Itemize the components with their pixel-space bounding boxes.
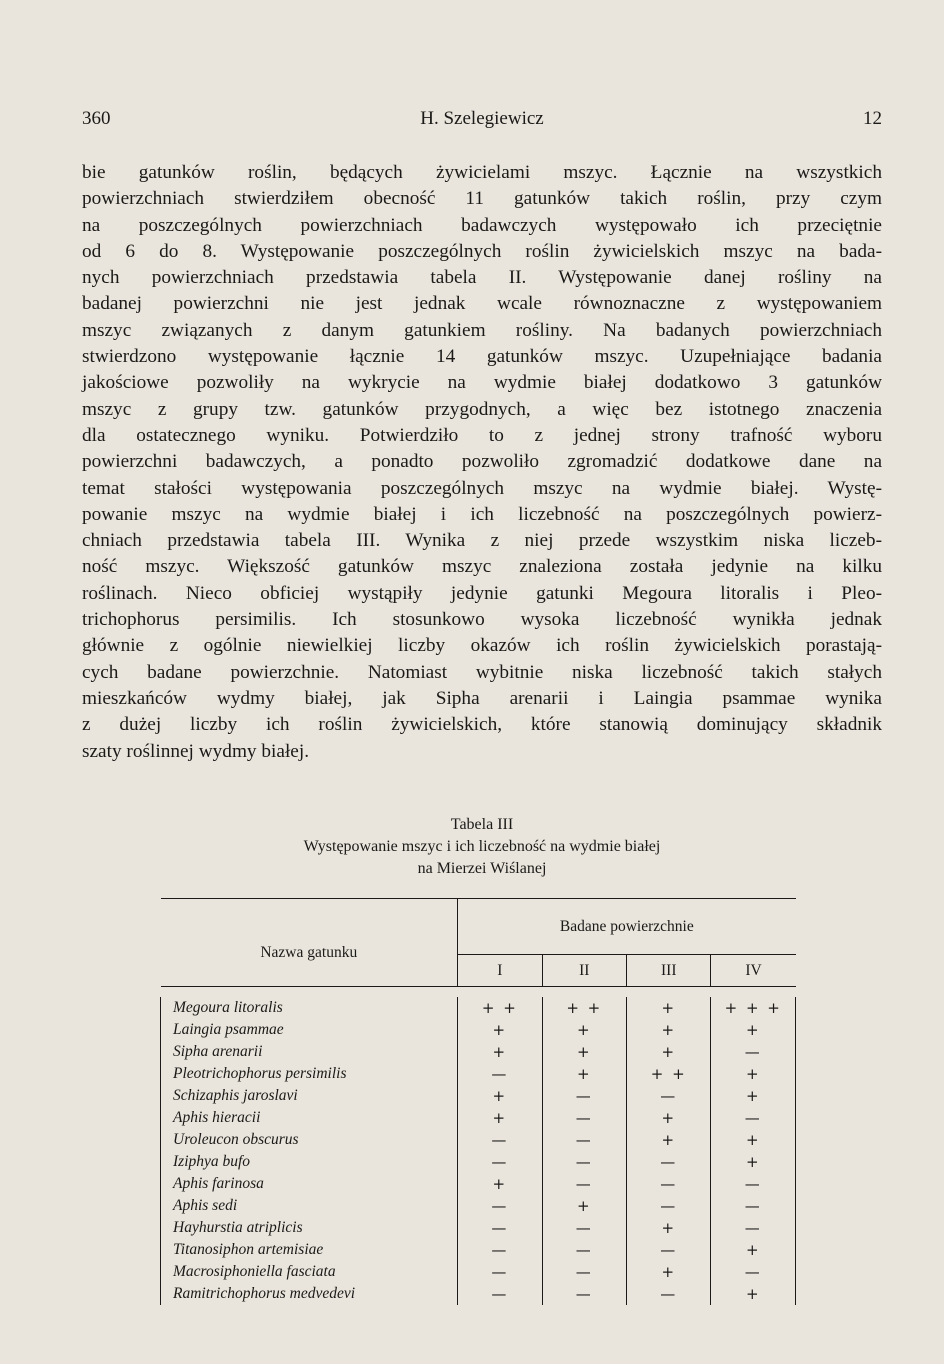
table-caption-line-2: na Mierzei Wiślanej: [417, 860, 547, 877]
abundance-value: +: [542, 1019, 626, 1041]
paragraph-line: powierzchni badawczych, a ponadto pozwoliło zgromadzić dodatkowe dane na: [82, 451, 882, 473]
abundance-value: —: [491, 1064, 509, 1083]
species-name: Ramitrichophorus medvedevi: [161, 1283, 458, 1305]
abundance-value: +: [492, 1174, 508, 1193]
table-caption-line-1: Występowanie mszyc i ich liczebność na wydmie białej: [303, 838, 661, 855]
abundance-value: —: [542, 1173, 626, 1195]
abundance-value: —: [711, 1107, 796, 1129]
plot-column-header: III: [627, 955, 711, 987]
page-number: 360: [82, 108, 111, 129]
abundance-value: —: [542, 1283, 626, 1305]
abundance-value: +: [542, 1063, 626, 1085]
species-name: Megoura litoralis: [161, 997, 458, 1019]
species-name: Hayhurstia atriplicis: [161, 1217, 458, 1239]
body-paragraph: [82, 160, 882, 765]
abundance-value: + + +: [711, 997, 796, 1019]
plots-group-header: Badane powierzchnie: [458, 899, 796, 955]
abundance-value: —: [542, 1151, 626, 1173]
abundance-value: —: [491, 1284, 509, 1303]
species-name: Aphis farinosa: [161, 1173, 458, 1195]
paragraph-line: chniach przedstawia tabela III. Wynika z niej przede wszystkim niska liczeb-: [82, 530, 882, 552]
paragraph-line: szaty roślinnej wydmy białej.: [82, 740, 310, 762]
abundance-value: —: [542, 1217, 626, 1239]
paragraph-line: stwierdzono występowanie łącznie 14 gatunków mszyc. Uzupełniające badania: [82, 346, 882, 368]
species-name: Laingia psammae: [161, 1019, 458, 1041]
abundance-value: +: [492, 1086, 508, 1105]
species-name: Sipha arenarii: [161, 1041, 458, 1063]
abundance-value: +: [711, 1239, 796, 1261]
table-row: [161, 1041, 796, 1063]
abundance-value: —: [627, 1173, 711, 1195]
table-row: [161, 1261, 796, 1283]
abundance-value: +: [711, 1085, 796, 1107]
species-name: Titanosiphon artemisiae: [161, 1239, 458, 1261]
species-name: Aphis hieracii: [161, 1107, 458, 1129]
table-row: [161, 1173, 796, 1195]
section-number: 12: [863, 108, 882, 129]
table-row: [161, 1085, 796, 1107]
paragraph-line: ność mszyc. Większość gatunków mszyc znaleziona została jedynie na kilku: [82, 556, 882, 578]
plot-column-header: IV: [711, 955, 796, 987]
paragraph-line: powanie mszyc na wydmie białej i ich liczebność na poszczególnych powierz-: [82, 503, 882, 525]
abundance-value: +: [492, 1042, 508, 1061]
table-row: [161, 1063, 796, 1085]
abundance-value: —: [542, 1239, 626, 1261]
abundance-value: +: [627, 1041, 711, 1063]
paragraph-line: temat stałości występowania poszczególnych mszyc na wydmie białej. Wystę-: [82, 477, 882, 499]
abundance-value: +: [627, 1217, 711, 1239]
table-label: Tabela III: [450, 816, 514, 833]
table-body: [161, 997, 796, 1305]
species-name: Macrosiphoniella fasciata: [161, 1261, 458, 1283]
species-name: Iziphya bufo: [161, 1151, 458, 1173]
abundance-value: +: [627, 997, 711, 1019]
table-row: [161, 1283, 796, 1305]
paragraph-line: mszyc z grupy tzw. gatunków przygodnych, a więc bez istotnego znaczenia: [82, 398, 882, 420]
abundance-value: —: [711, 1041, 796, 1063]
abundance-value: —: [627, 1239, 711, 1261]
author-name: H. Szelegiewicz: [420, 108, 544, 129]
paragraph-line: od 6 do 8. Występowanie poszczególnych roślin żywicielskich mszyc na bada-: [82, 240, 882, 262]
paragraph-line: trichophorus persimilis. Ich stosunkowo wysoka liczebność wynikła jednak: [82, 609, 882, 631]
abundance-value: —: [542, 1085, 626, 1107]
paragraph-line: na poszczególnych powierzchniach badawczych występowało ich przeciętnie: [82, 214, 882, 236]
abundance-value: —: [711, 1173, 796, 1195]
paragraph-line: badanej powierzchni nie jest jednak wcale równoznaczne z występowaniem: [82, 293, 882, 315]
paragraph-line: roślinach. Nieco obficiej wystąpiły jedynie gatunki Megoura litoralis i Pleo-: [82, 582, 882, 604]
abundance-value: —: [542, 1107, 626, 1129]
abundance-value: —: [627, 1283, 711, 1305]
running-head: [82, 108, 882, 132]
paragraph-line: głównie z ogólnie niewielkiej liczby okazów ich roślin żywicielskich porastają-: [82, 635, 882, 657]
abundance-value: +: [492, 1020, 508, 1039]
abundance-value: +: [711, 1063, 796, 1085]
species-name: Aphis sedi: [161, 1195, 458, 1217]
table-row: [161, 1217, 796, 1239]
abundance-value: —: [491, 1218, 509, 1237]
paragraph-line: mieszkańców wydmy białej, jak Sipha arenarii i Laingia psammae wynika: [82, 687, 882, 709]
paragraph-line: nych powierzchniach przedstawia tabela II. Występowanie danej rośliny na: [82, 267, 882, 289]
plot-column-header: I: [458, 955, 542, 987]
abundance-value: + +: [542, 997, 626, 1019]
abundance-value: —: [491, 1130, 509, 1149]
table-row: [161, 1107, 796, 1129]
paragraph-line: powierzchniach stwierdziłem obecność 11 gatunków takich roślin, przy czym: [82, 188, 882, 210]
abundance-value: —: [711, 1261, 796, 1283]
abundance-value: +: [627, 1019, 711, 1041]
abundance-value: —: [627, 1151, 711, 1173]
abundance-value: +: [492, 1108, 508, 1127]
table-row: [161, 997, 796, 1019]
abundance-value: —: [711, 1217, 796, 1239]
table-row: [161, 1019, 796, 1041]
abundance-value: —: [491, 1240, 509, 1259]
abundance-value: —: [711, 1195, 796, 1217]
paragraph-line: jakościowe pozwoliły na wykrycie na wydmie białej dodatkowo 3 gatunków: [82, 372, 882, 394]
abundance-value: +: [542, 1195, 626, 1217]
abundance-value: —: [491, 1152, 509, 1171]
table-row: [161, 1239, 796, 1261]
abundance-value: +: [627, 1129, 711, 1151]
species-name: Pleotrichophorus persimilis: [161, 1063, 458, 1085]
abundance-value: —: [627, 1085, 711, 1107]
abundance-value: + +: [481, 998, 518, 1017]
abundance-value: +: [711, 1019, 796, 1041]
aphid-occurrence-table: [160, 898, 796, 1305]
abundance-value: —: [491, 1196, 509, 1215]
abundance-value: —: [491, 1262, 509, 1281]
abundance-value: +: [711, 1151, 796, 1173]
paragraph-line: mszyc związanych z danym gatunkiem rośliny. Na badanych powierzchniach: [82, 319, 882, 341]
table-row: [161, 1195, 796, 1217]
species-name: Schizaphis jaroslavi: [161, 1085, 458, 1107]
species-name: Uroleucon obscurus: [161, 1129, 458, 1151]
abundance-value: +: [627, 1107, 711, 1129]
paragraph-line: z dużej liczby ich roślin żywicielskich, które stanowią dominujący składnik: [82, 714, 882, 736]
paragraph-line: cych badane powierzchnie. Natomiast wybitnie niska liczebność takich stałych: [82, 661, 882, 683]
abundance-value: —: [627, 1195, 711, 1217]
abundance-value: +: [711, 1283, 796, 1305]
abundance-value: +: [627, 1261, 711, 1283]
abundance-value: —: [542, 1261, 626, 1283]
abundance-value: + +: [627, 1063, 711, 1085]
abundance-value: +: [542, 1041, 626, 1063]
paragraph-line: dla ostatecznego wyniku. Potwierdziło to z jednej strony trafność wyboru: [82, 424, 882, 446]
table-row: [161, 1129, 796, 1151]
species-column-header: Nazwa gatunku: [161, 899, 458, 987]
abundance-value: —: [542, 1129, 626, 1151]
abundance-value: +: [711, 1129, 796, 1151]
table-row: [161, 1151, 796, 1173]
plot-column-header: II: [542, 955, 626, 987]
paragraph-line: bie gatunków roślin, będących żywicielami mszyc. Łącznie na wszystkich: [82, 162, 882, 183]
